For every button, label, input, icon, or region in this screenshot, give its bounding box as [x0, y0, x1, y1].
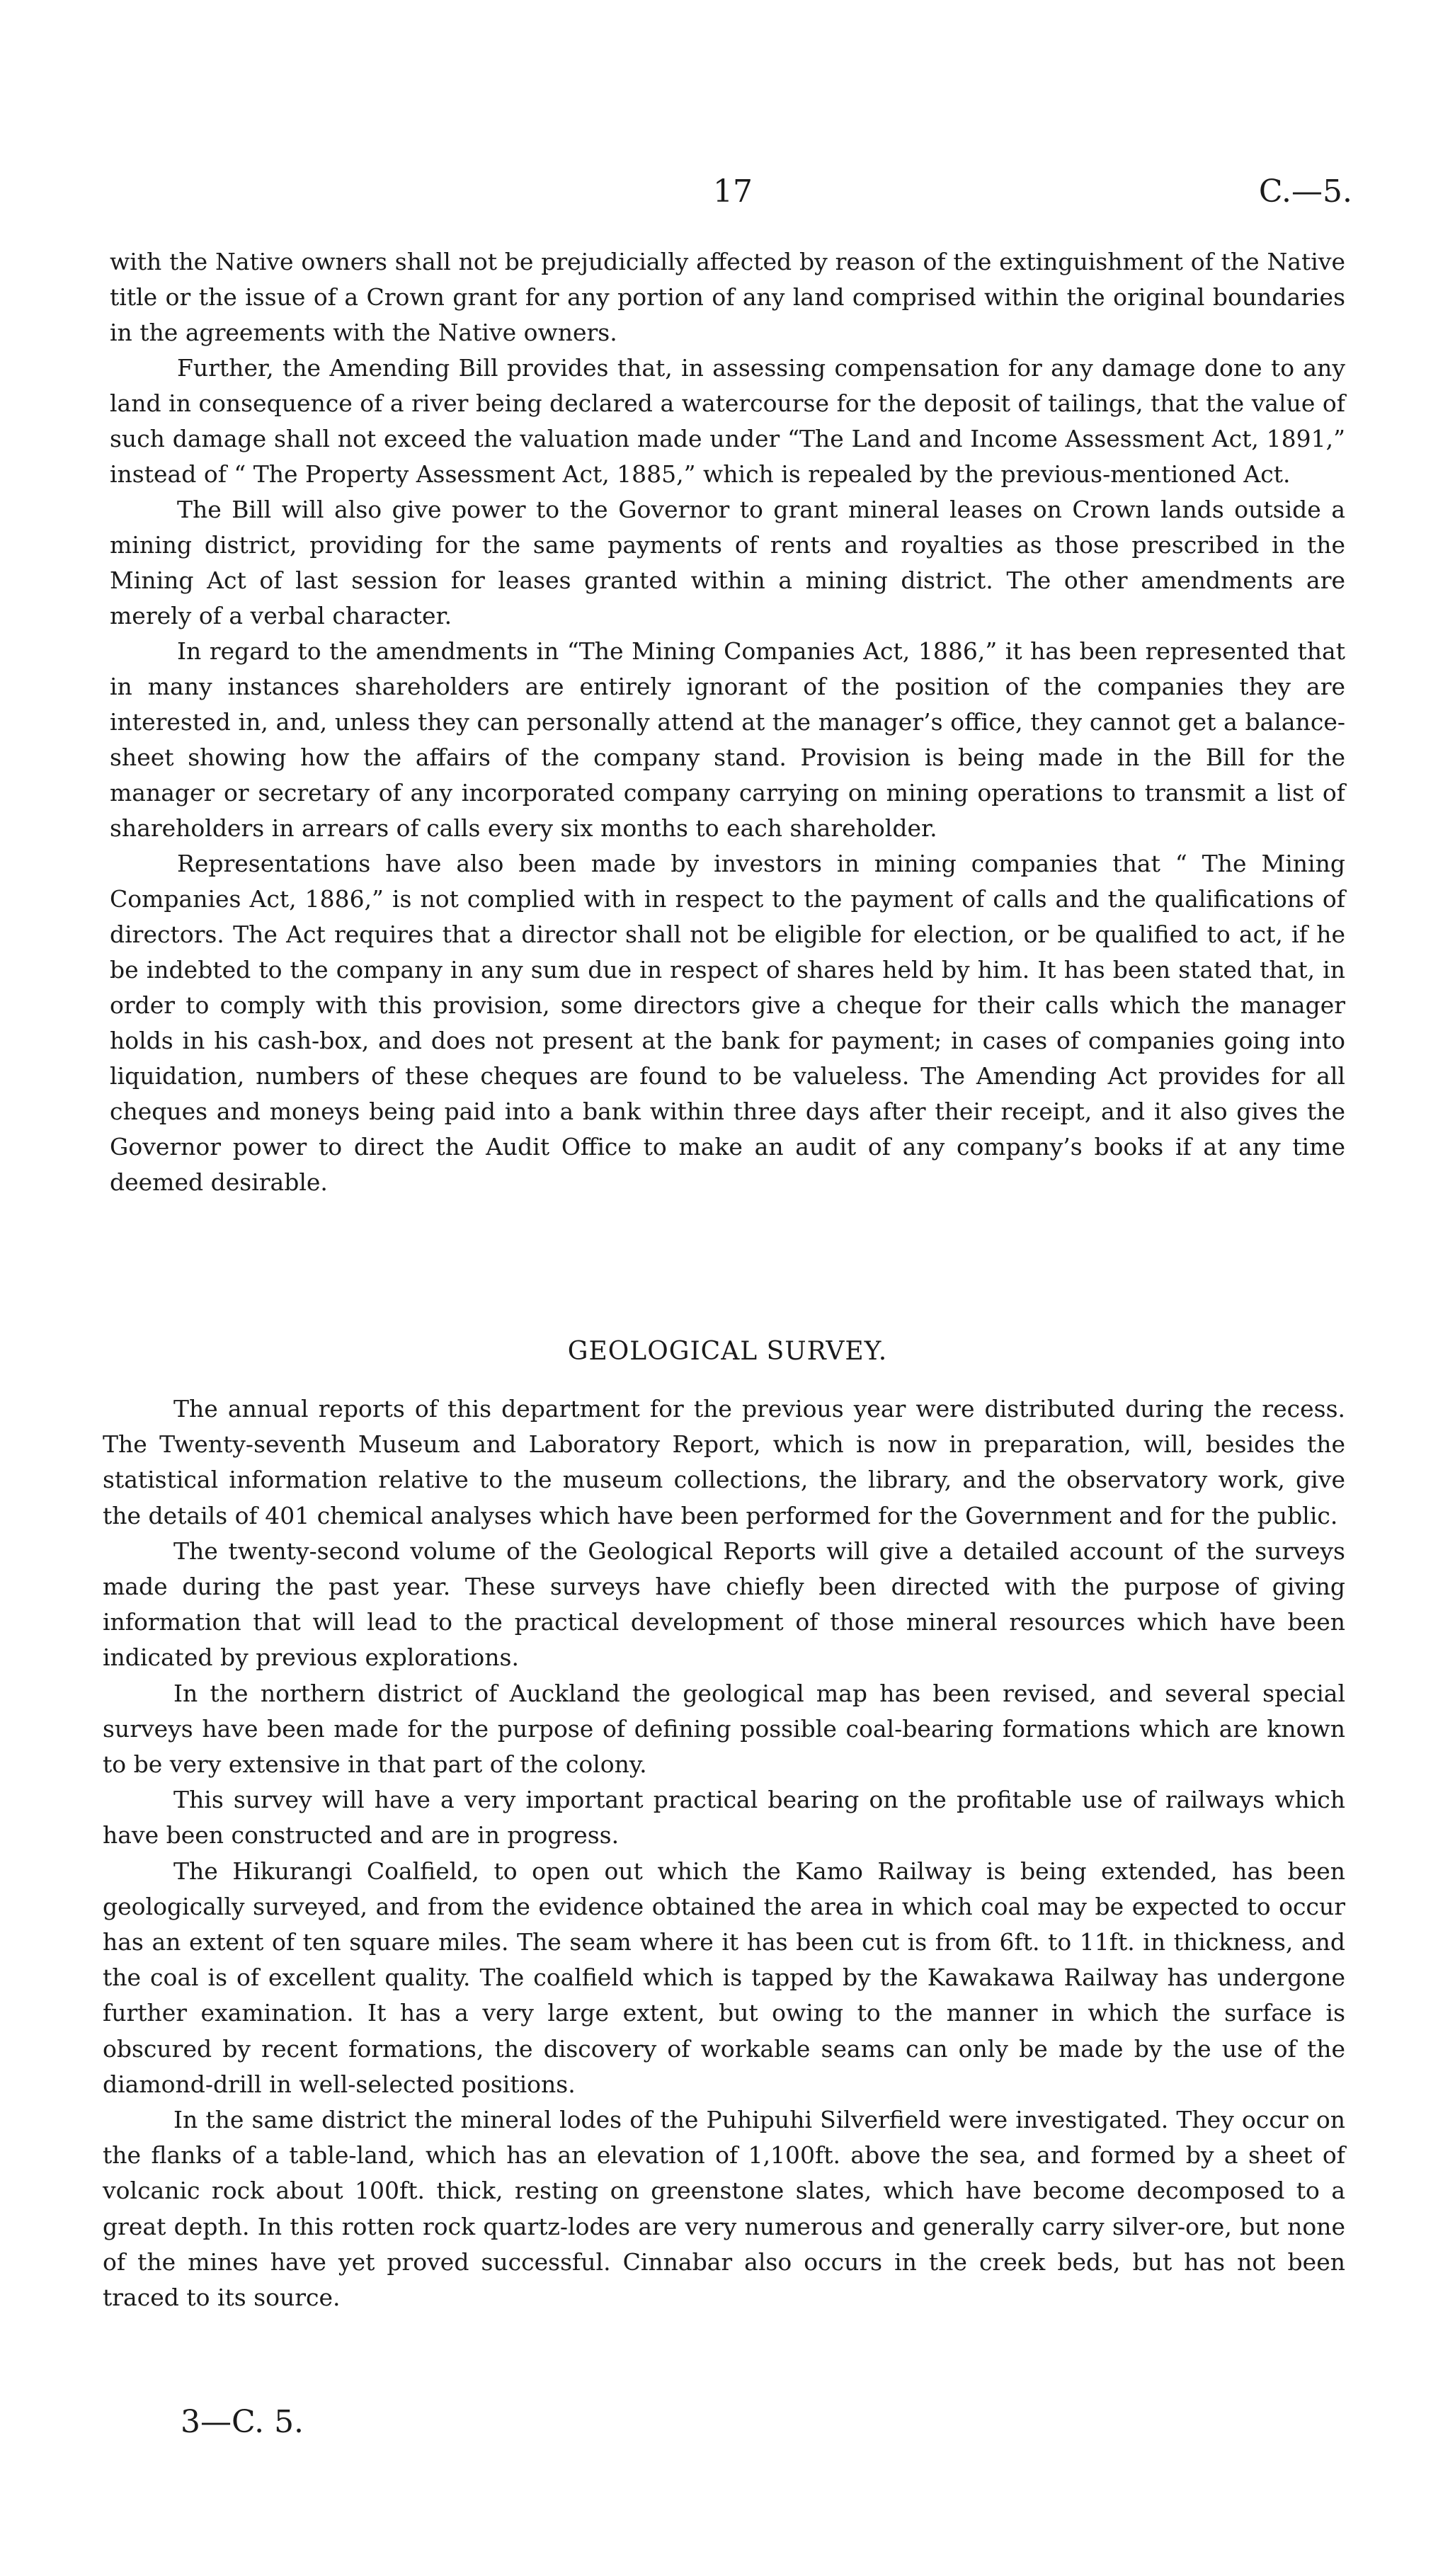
- paragraph: Further, the Amending Bill provides that, in assessing compensation for any damage done to any land in consequence of a river being declared a watercourse for the deposit of tailings, that the value of such damage shall not exceed the valuation made under “The Land and Income Assessment Act, 1891,” instead of “ The Property Assessment Act, 1885,” which is repealed by the previous-mentioned Act.: [110, 354, 1345, 488]
- paragraph: In regard to the amendments in “The Mining Companies Act, 1886,” it has been represented that in many instances shareholders are entirely ignorant of the position of the companies they are interested in, and, unless they can personally attend at the manager’s office, they cannot get a balance-sheet showing how the affairs of the company stand. Provision is being made in the Bill for the manager or secretary of any incorporated company carrying on mining operations to transmit a list of shareholders in arrears of calls every six months to each shareholder.: [110, 637, 1345, 842]
- paragraph: In the same district the mineral lodes of the Puhipuhi Silverfield were investigated. They occur on the flanks of a table-land, which has an elevation of 1,100ft. above the sea, and formed by a sheet of volcanic rock about 100ft. thick, resting on greenstone slates, which have become decomposed to a great depth. In this rotten rock quartz-lodes are very numerous and generally carry silver-ore, but none of the mines have yet proved successful. Cinnabar also occurs in the creek beds, but has not been traced to its source.: [103, 2106, 1345, 2312]
- paragraph: Representations have also been made by investors in mining companies that “ The Mining Companies Act, 1886,” is not complied with in respect to the payment of calls and the qualifications of directors. The Act requires that a director shall not be eligible for election, or be qualified to act, if he be indebted to the company in any sum due in respect of shares held by him. It has been stated that, in order to comply with this provision, some directors give a cheque for their calls which the manager holds in his cash-box, and does not present at the bank for payment; in cases of companies going into liquidation, numbers of these cheques are found to be valueless. The Amending Act provides for all cheques and moneys being paid into a bank within three days after their receipt, and it also gives the Governor power to direct the Audit Office to make an audit of any company’s books if at any time deemed desirable.: [110, 850, 1345, 1196]
- section-heading: GEOLOGICAL SURVEY.: [567, 1337, 888, 1366]
- paragraph: The Bill will also give power to the Governor to grant mineral leases on Crown lands outside a mining district, providing for the same payments of rents and royalties as those prescribed in the Mining Act of last session for leases granted within a mining district. The other amendments are merely of a verbal character.: [110, 496, 1345, 629]
- paragraph: The Hikurangi Coalfield, to open out which the Kamo Railway is being extended, has been geologically surveyed, and from the evidence obtained the area in which coal may be expected to occur has an extent of ten square miles. The seam where it has been cut is from 6ft. to 11ft. in thickness, and the coal is of excellent quality. The coalfield which is tapped by the Kawakawa Railway has undergone further examination. It has a very large extent, but owing to the manner in which the surface is obscured by recent formations, the discovery of workable seams can only be made by the use of the diamond-drill in well-selected positions.: [103, 1857, 1345, 2098]
- report-body: [110, 244, 1345, 1200]
- paragraph: In the northern district of Auckland the geological map has been revised, and several special surveys have been made for the purpose of defining possible coal-bearing formations which are known to be very extensive in that part of the colony.: [103, 1679, 1345, 1779]
- paragraph-continued: with the Native owners shall not be prejudicially affected by reason of the extinguishment of the Native title or the issue of a Crown grant for any portion of any land comprised within the original boundaries in the agreements with the Native owners.: [110, 248, 1345, 346]
- section-body: [103, 1391, 1345, 2315]
- signature-mark: 3—C. 5.: [181, 2404, 304, 2440]
- paragraph: The annual reports of this department for the previous year were distributed during the recess. The Twenty-seventh Museum and Laboratory Report, which is now in preparation, will, besides the statistical information relative to the museum collections, the library, and the observatory work, give the details of 401 chemical analyses which have been performed for the Government and for the public.: [103, 1395, 1345, 1529]
- document-reference: C.—5.: [1258, 173, 1352, 210]
- paragraph: This survey will have a very important practical bearing on the profitable use of railways which have been constructed and are in progress.: [103, 1786, 1345, 1850]
- paragraph: The twenty-second volume of the Geological Reports will give a detailed account of the surveys made during the past year. These surveys have chiefly been directed with the purpose of giving information that will lead to the practical development of those mineral resources which have been indicated by previous explorations.: [103, 1537, 1345, 1672]
- page-number: 17: [713, 173, 753, 210]
